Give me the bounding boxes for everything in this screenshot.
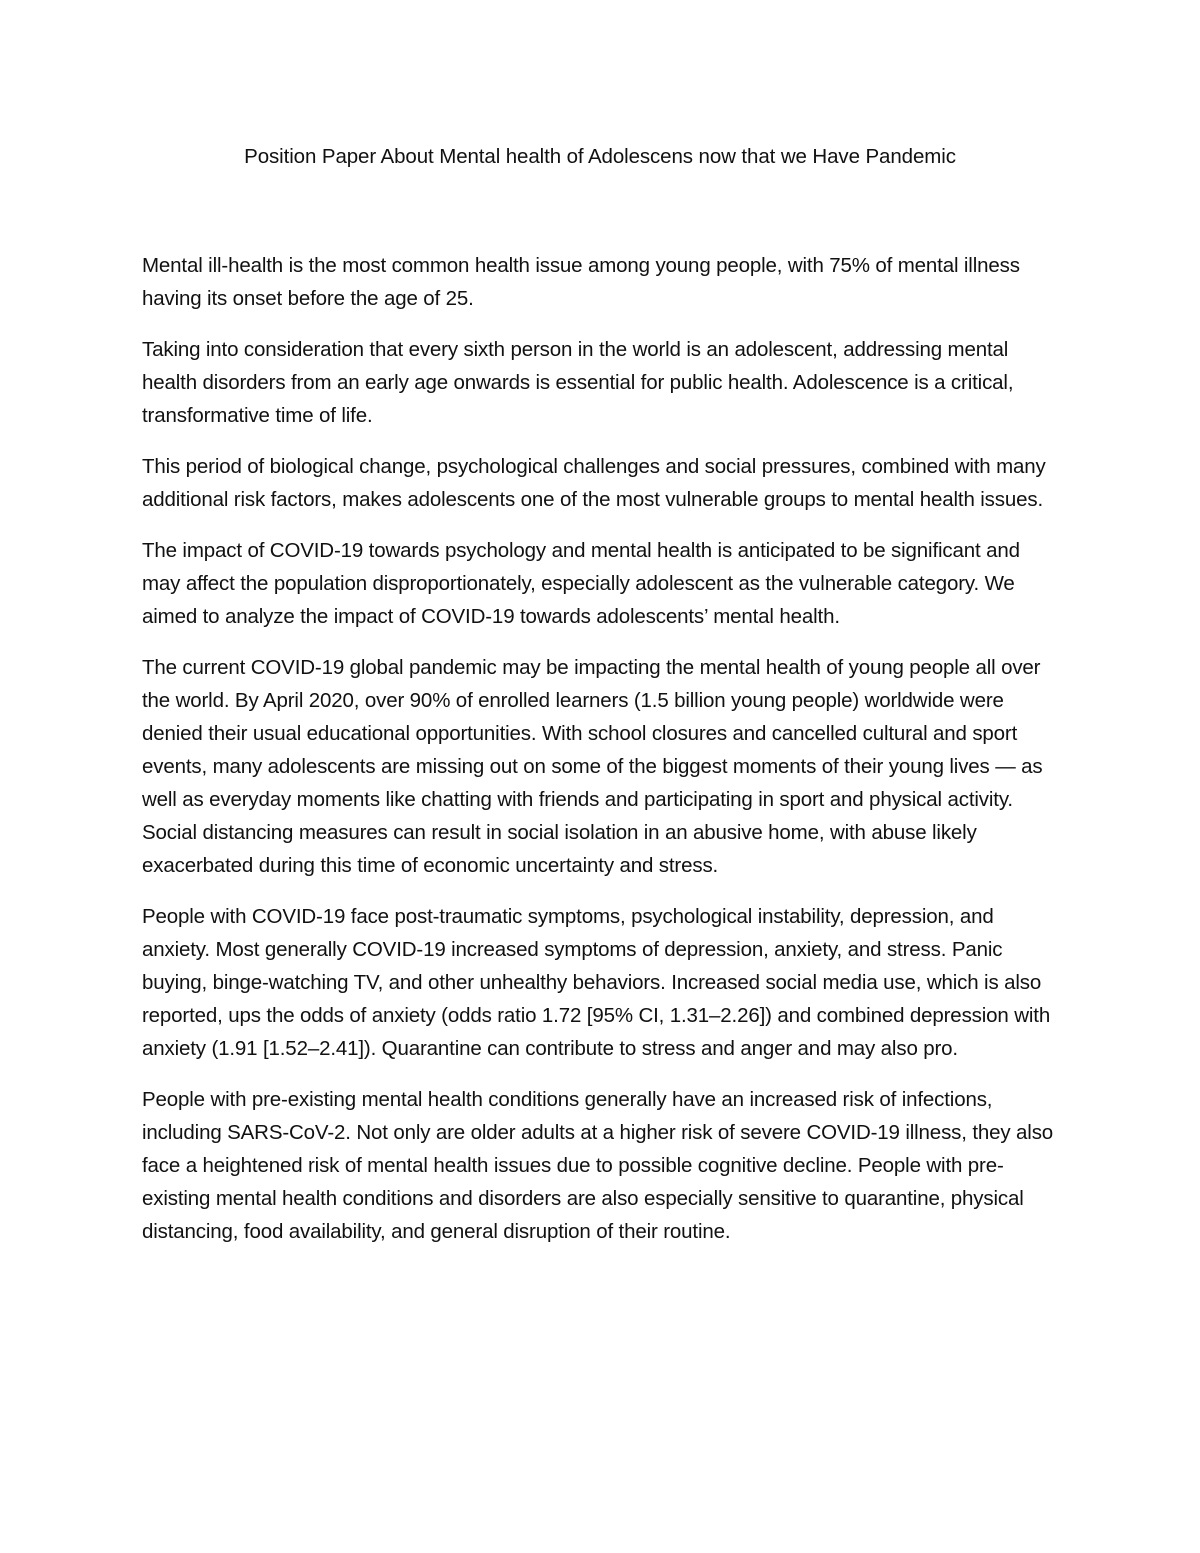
paragraph-6: People with COVID-19 face post-traumatic symptoms, psychological instability, depression, and anxiety. Most generally COVID-19 increased symptoms of depression, anxiety, and stress. Panic buying, binge-watching TV, and other unhealthy behaviors. Increased social media use, which is also reported, ups the odds of anxiety (odds ratio 1.72 [95% CI, 1.31–2.26]) and combined depression with anxiety (1.91 [1.52–2.41]). Quarantine can contribute to stress and anger and may also pro. [142, 905, 1051, 1060]
paragraph-3: This period of biological change, psychological challenges and social pressures, combined with many additional risk factors, makes adolescents one of the most vulnerable groups to mental health issues. [142, 455, 1046, 511]
paragraph-1: Mental ill-health is the most common health issue among young people, with 75% of mental illness having its onset before the age of 25. [142, 254, 1020, 310]
document-title: Position Paper About Mental health of Adolescens now that we Have Pandemic [244, 145, 956, 168]
paragraph-7: People with pre-existing mental health conditions generally have an increased risk of infections, including SARS-CoV-2. Not only are older adults at a higher risk of severe COVID-19 illness, they also face a heightened risk of mental health issues due to possible cognitive decline. People with pre-existing mental health conditions and disorders are also especially sensitive to quarantine, physical distancing, food availability, and general disruption of their routine. [142, 1088, 1054, 1243]
paragraph-4: The impact of COVID-19 towards psychology and mental health is anticipated to be significant and may affect the population disproportionately, especially adolescent as the vulnerable category. We aimed to analyze the impact of COVID-19 towards adolescents’ mental health. [142, 539, 1020, 628]
document-body [142, 249, 1057, 1266]
paragraph-2: Taking into consideration that every sixth person in the world is an adolescent, addressing mental health disorders from an early age onwards is essential for public health. Adolescence is a critical, transformative time of life. [142, 338, 1014, 427]
paragraph-5: The current COVID-19 global pandemic may be impacting the mental health of young people all over the world. By April 2020, over 90% of enrolled learners (1.5 billion young people) worldwide were denied their usual educational opportunities. With school closures and cancelled cultural and sport events, many adolescents are missing out on some of the biggest moments of their young lives — as well as everyday moments like chatting with friends and participating in sport and physical activity. Social distancing measures can result in social isolation in an abusive home, with abuse likely exacerbated during this time of economic uncertainty and stress. [142, 656, 1043, 877]
